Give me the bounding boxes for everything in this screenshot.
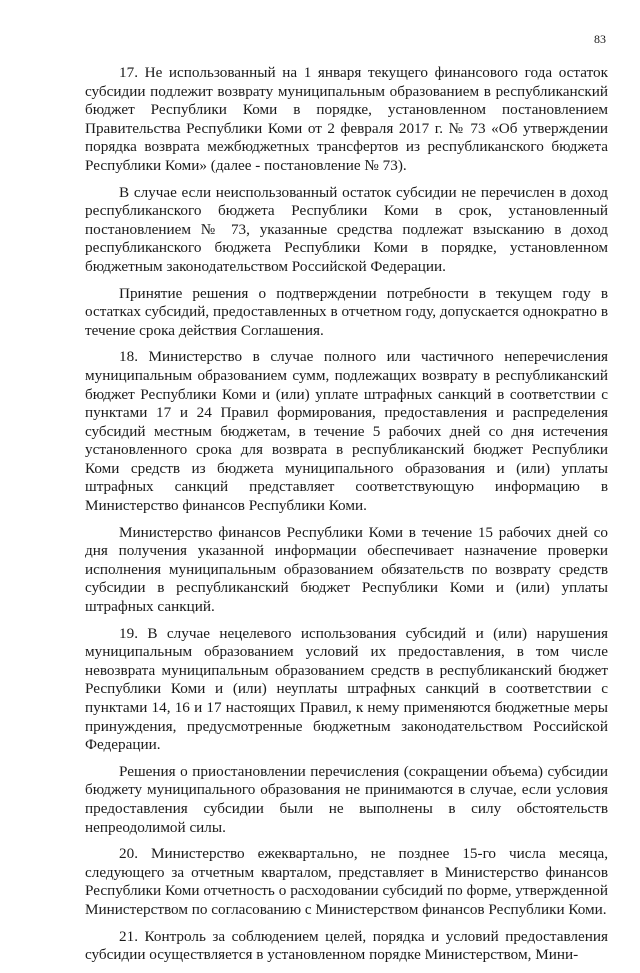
paragraph-19: 19. В случае нецелевого использования субсидий и (или) нарушения муниципальным образованием условий их предоставления, в том числе невозврата муниципальным образованием средств в республиканский бюджет Республики Коми и (или) неуплаты штрафных санкций в соответствии с пунктами 14, 16 и 17 настоящих Правил, к нему применяются бюджетные меры принуждения, предусмотренные бюджетным законодательством Российской Федерации. bbox=[85, 624, 608, 754]
paragraph-17: 17. Не использованный на 1 января текущего финансового года остаток субсидии подлежит возврату муниципальным образованием в республиканский бюджет Республики Коми в порядке, установленном постановлением Правительства Республики Коми от 2 февраля 2017 г. № 73 «Об утверждении порядка возврата межбюджетных трансфертов из республиканского бюджета Республики Коми» (далее - постановление № 73). bbox=[85, 64, 608, 174]
paragraph-21: 21. Контроль за соблюдением целей, порядка и условий предоставления субсидии осуществляется в установленном порядке Министерством, Мини- bbox=[85, 927, 608, 964]
paragraph-17-unreturned-balance: В случае если неиспользованный остаток субсидии не перечислен в доход республиканского бюджета Республики Коми в срок, установленный постановлением № 73, указанные средства подлежат взысканию в доход республиканского бюджета Республики Коми в порядке, установленном бюджетным законодательством Российской Федерации. bbox=[85, 183, 608, 275]
paragraph-19-force-majeure: Решения о приостановлении перечисления (сокращении объема) субсидии бюджету муниципального образования не принимаются в случае, если условия предоставления субсидии были не выполнены в силу обстоятельств непреодолимой силы. bbox=[85, 762, 608, 836]
page-number: 83 bbox=[594, 32, 606, 46]
paragraph-18: 18. Министерство в случае полного или частичного неперечисления муниципальным образованием сумм, подлежащих возврату в республиканский бюджет Республики Коми и (или) уплате штрафных санкций в соответствии с пунктами 17 и 24 Правил формирования, предоставления и распределения субсидий местным бюджетам, в течение 5 рабочих дней со дня истечения установленного срока для возврата в республиканский бюджет Республики Коми средств из бюджета муниципального образования и (или) уплаты штрафных санкций представляет соответствующую информацию в Министерство финансов Республики Коми. bbox=[85, 348, 608, 515]
document-body bbox=[85, 64, 608, 973]
paragraph-20: 20. Министерство ежеквартально, не позднее 15-го числа месяца, следующего за отчетным кварталом, представляет в Министерство финансов Республики Коми отчетность о расходовании субсидий по форме, утвержденной Министерством по согласованию с Министерством финансов Республики Коми. bbox=[85, 845, 608, 918]
paragraph-18-ministry-of-finance-check: Министерство финансов Республики Коми в течение 15 рабочих дней со дня получения указанной информации обеспечивает назначение проверки исполнения муниципальным образованием обязательств по возврату средств субсидии в республиканский бюджет Республики Коми и (или) уплаты штрафных санкций. bbox=[85, 523, 608, 616]
paragraph-17-confirmation-of-need: Принятие решения о подтверждении потребности в текущем году в остатках субсидий, предоставленных в отчетном году, допускается однократно в течение срока действия Соглашения. bbox=[85, 284, 608, 339]
